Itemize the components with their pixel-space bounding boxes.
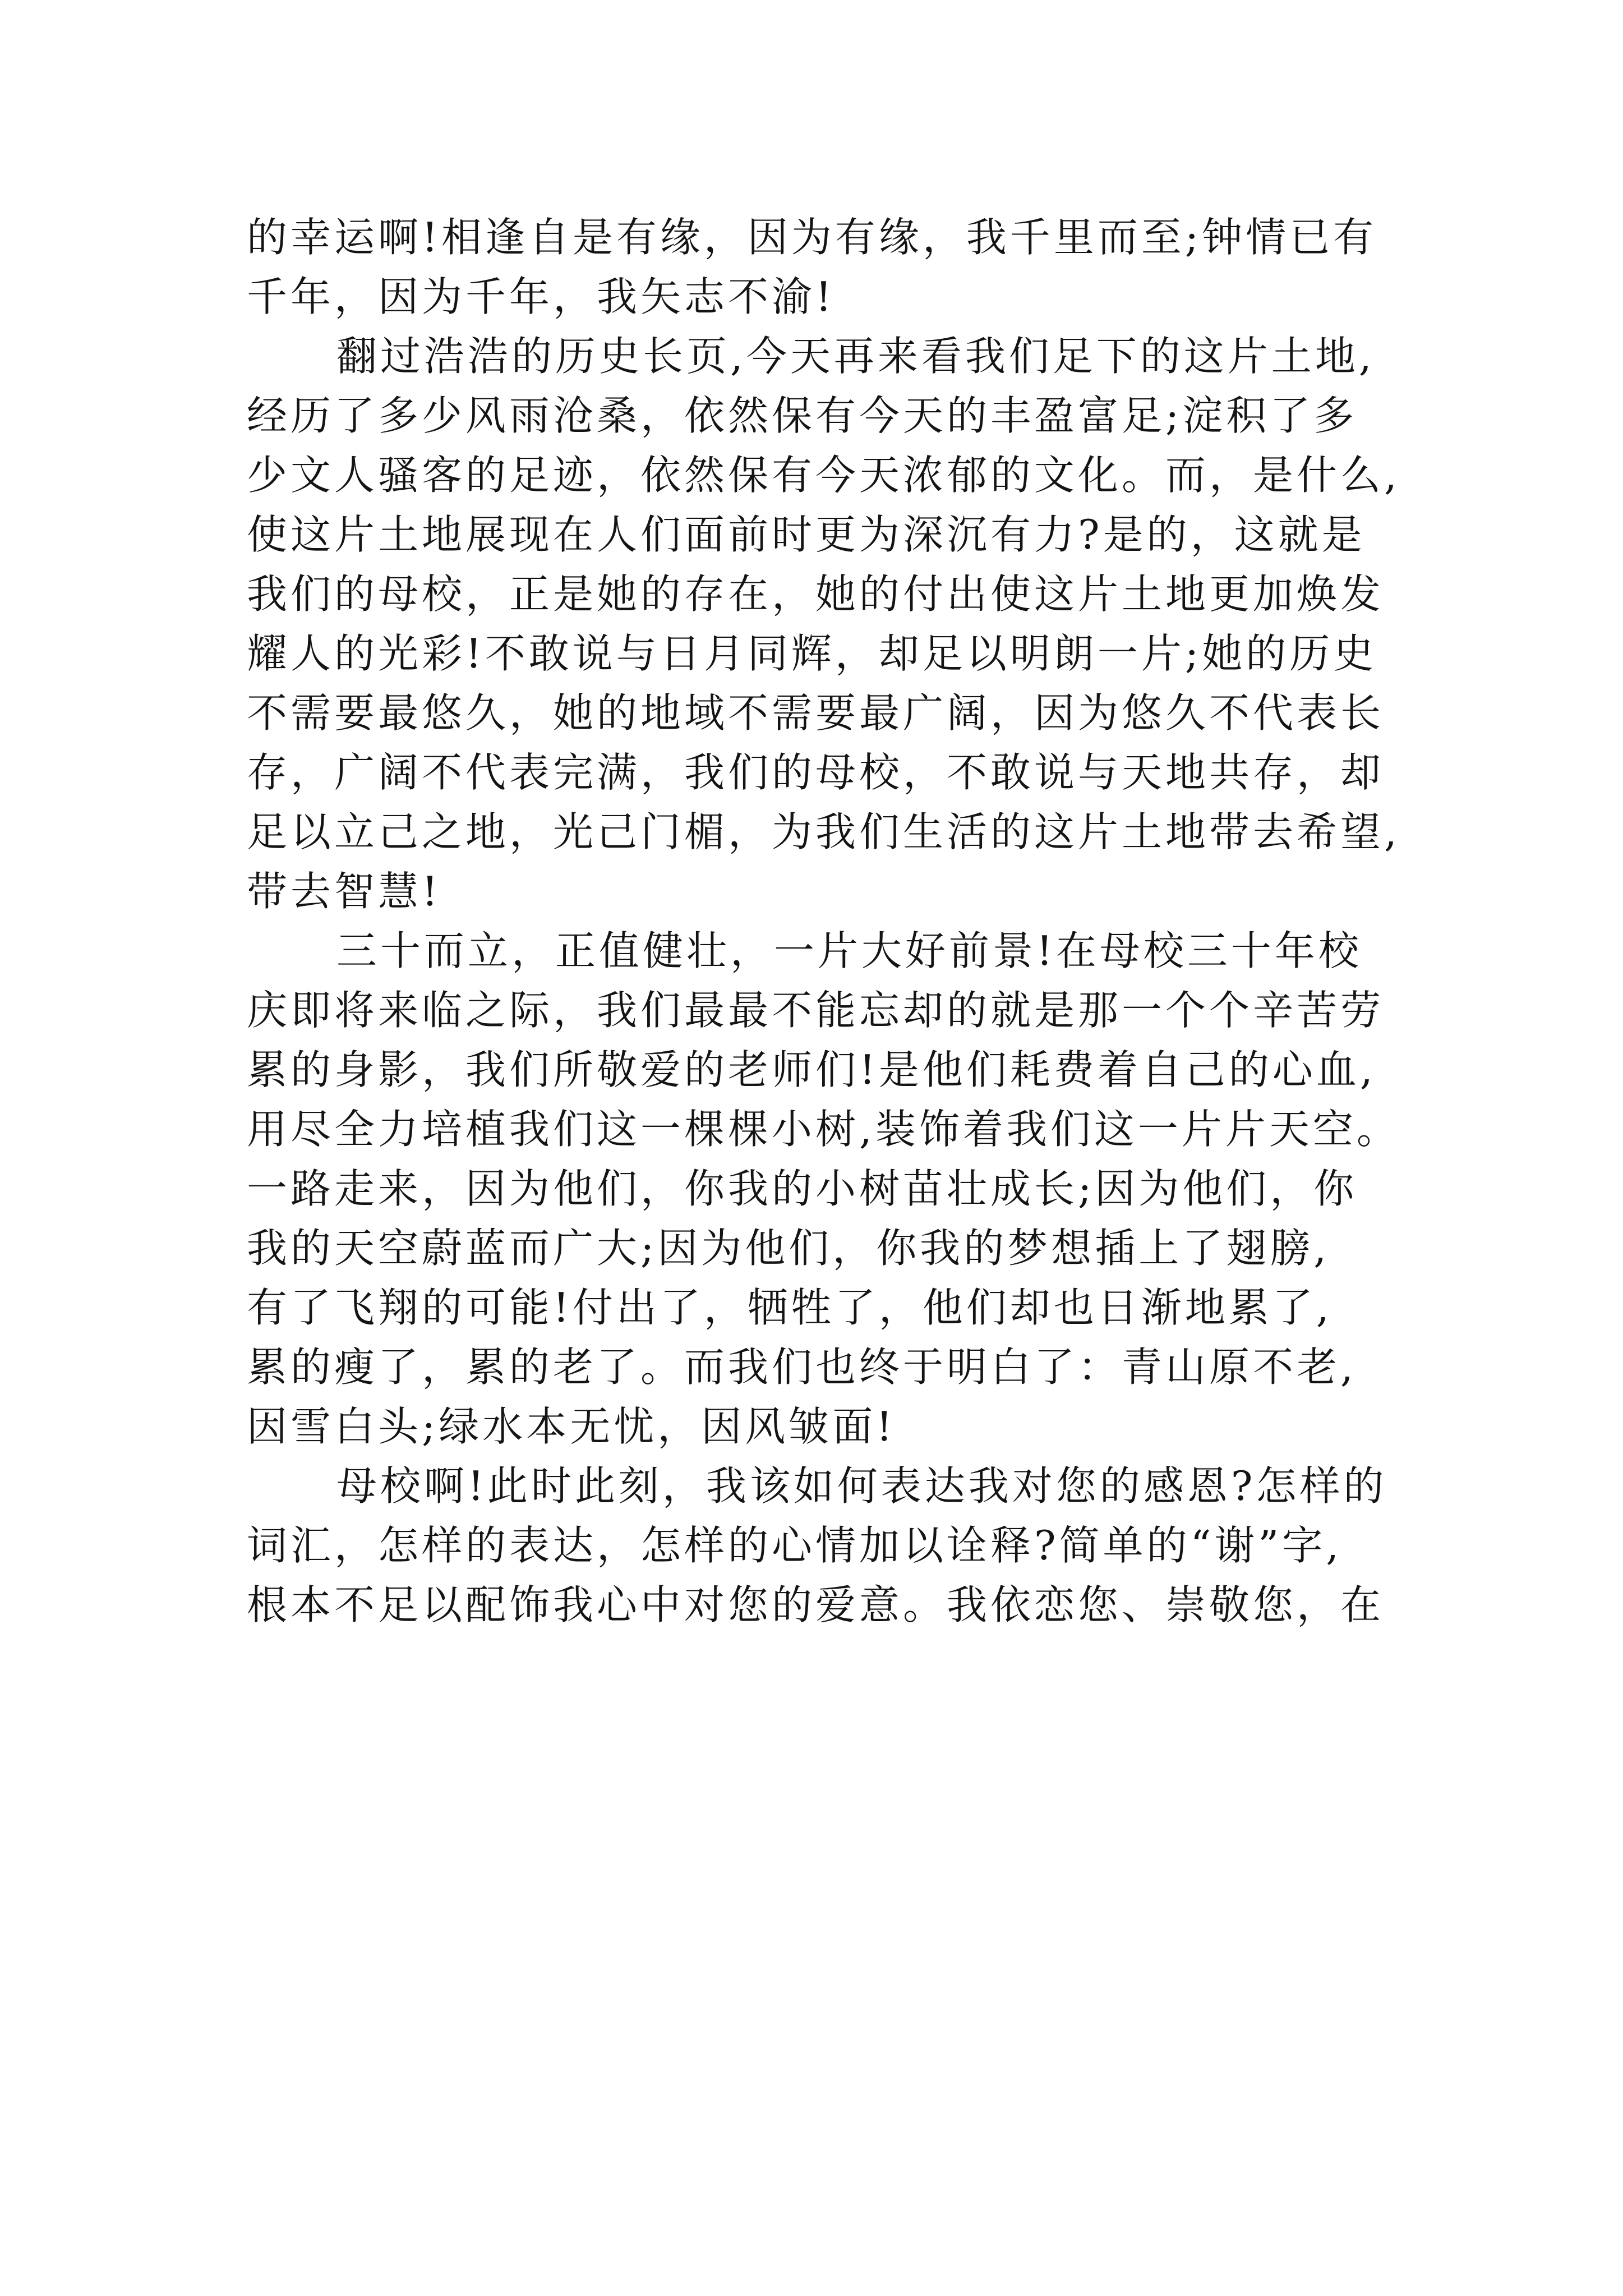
- text-line: 累的瘦了，累的老了。而我们也终于明白了：青山原不老,: [247, 1343, 1357, 1391]
- text-line: 母校啊!此时此刻，我该如何表达我对您的感恩?怎样的: [336, 1462, 1387, 1510]
- paragraph-2: [247, 326, 1400, 921]
- text-line: 不需要最悠久，她的地域不需要最广阔，因为悠久不代表长: [247, 689, 1385, 737]
- text-line: 累的身影，我们所敬爱的老师们!是他们耗费着自己的心血,: [247, 1046, 1376, 1093]
- text-line: 经历了多少风雨沧桑，依然保有今天的丰盈富足;淀积了多: [247, 392, 1358, 439]
- text-line: 三十而立，正值健壮，一片大好前景!在母校三十年校: [336, 927, 1362, 974]
- text-line: 耀人的光彩!不敢说与日月同辉，却足以明朗一片;她的历史: [247, 630, 1377, 677]
- text-line: 使这片土地展现在人们面前时更为深沉有力?是的，这就是: [247, 511, 1366, 558]
- text-line: 我的天空蔚蓝而广大;因为他们，你我的梦想插上了翅膀,: [247, 1225, 1330, 1272]
- text-line: 的幸运啊!相逢自是有缘，因为有缘，我千里而至;钟情已有: [247, 214, 1377, 261]
- text-line: 千年，因为千年，我矢志不渝!: [247, 273, 835, 320]
- text-line: 少文人骚客的足迹，依然保有今天浓郁的文化。而，是什么,: [247, 452, 1400, 499]
- text-line: 一路走来，因为他们，你我的小树苗壮成长;因为他们，你: [247, 1165, 1358, 1212]
- text-line: 有了飞翔的可能!付出了，牺牲了，他们却也日渐地累了,: [247, 1284, 1332, 1331]
- paragraph-3: [247, 921, 1400, 1456]
- paragraph-4: [247, 1456, 1385, 1635]
- text-line: 用尽全力培植我们这一棵棵小树,装饰着我们这一片片天空。: [247, 1106, 1400, 1153]
- text-line: 根本不足以配饰我心中对您的爱意。我依恋您、崇敬您，在: [247, 1581, 1385, 1628]
- text-line: 足以立己之地，光己门楣，为我们生活的这片土地带去希望,: [247, 808, 1400, 855]
- document-body: [247, 208, 1400, 1635]
- paragraph-1: [247, 208, 1385, 326]
- text-line: 因雪白头;绿水本无忧，因风皱面!: [247, 1403, 896, 1450]
- text-line: 庆即将来临之际，我们最最不能忘却的就是那一个个辛苦劳: [247, 987, 1385, 1034]
- text-line: 我们的母校，正是她的存在，她的付出使这片土地更加焕发: [247, 570, 1385, 618]
- text-line: 存，广阔不代表完满，我们的母校，不敢说与天地共存，却: [247, 749, 1385, 796]
- text-line: 词汇，怎样的表达，怎样的心情加以诠释?简单的“谢”字,: [247, 1522, 1343, 1569]
- text-line: 带去智慧!: [247, 868, 441, 915]
- text-line: 翻过浩浩的历史长页,今天再来看我们足下的这片土地,: [336, 333, 1375, 380]
